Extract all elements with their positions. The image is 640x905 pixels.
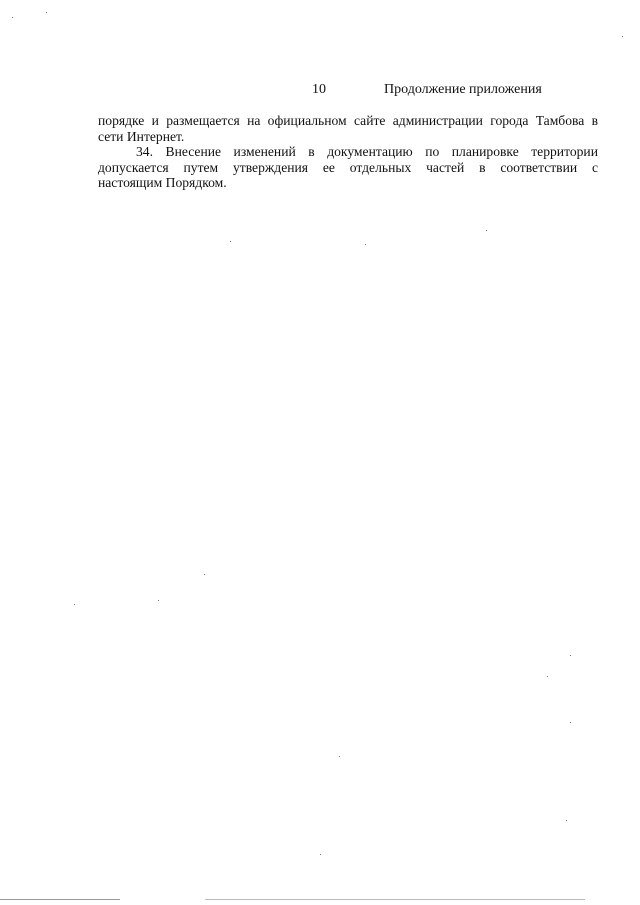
scan-speck xyxy=(74,604,75,605)
paragraph-34-line: 34. Внесение изменений в документацию по планировке территории xyxy=(136,144,598,159)
scan-speck xyxy=(204,574,205,575)
scan-speck xyxy=(158,600,159,601)
continuation-label: Продолжение приложения xyxy=(384,82,542,97)
scan-speck xyxy=(12,17,13,18)
scan-speck xyxy=(230,241,231,242)
text-line: порядке и размещается на официальном сайте администрации города Тамбова в xyxy=(98,113,598,128)
scan-speck xyxy=(570,655,571,656)
scan-speck xyxy=(46,12,47,13)
body-text xyxy=(98,113,598,191)
scan-speck xyxy=(365,244,366,245)
scan-speck xyxy=(570,722,571,723)
page-header xyxy=(0,82,640,102)
text-line: сети Интернет. xyxy=(98,128,185,144)
scan-speck xyxy=(320,854,321,855)
scan-speck xyxy=(486,230,487,231)
text-line: настоящим Порядком. xyxy=(98,175,227,190)
scan-edge-line xyxy=(0,899,120,900)
scan-edge-line xyxy=(205,899,585,900)
scan-speck xyxy=(622,36,623,37)
scan-speck xyxy=(339,756,340,757)
scan-speck xyxy=(547,676,548,677)
page-number: 10 xyxy=(312,82,326,97)
scan-speck xyxy=(566,820,567,821)
text-line: допускается путем утверждения ее отдельных частей в соответствии с xyxy=(98,159,598,175)
